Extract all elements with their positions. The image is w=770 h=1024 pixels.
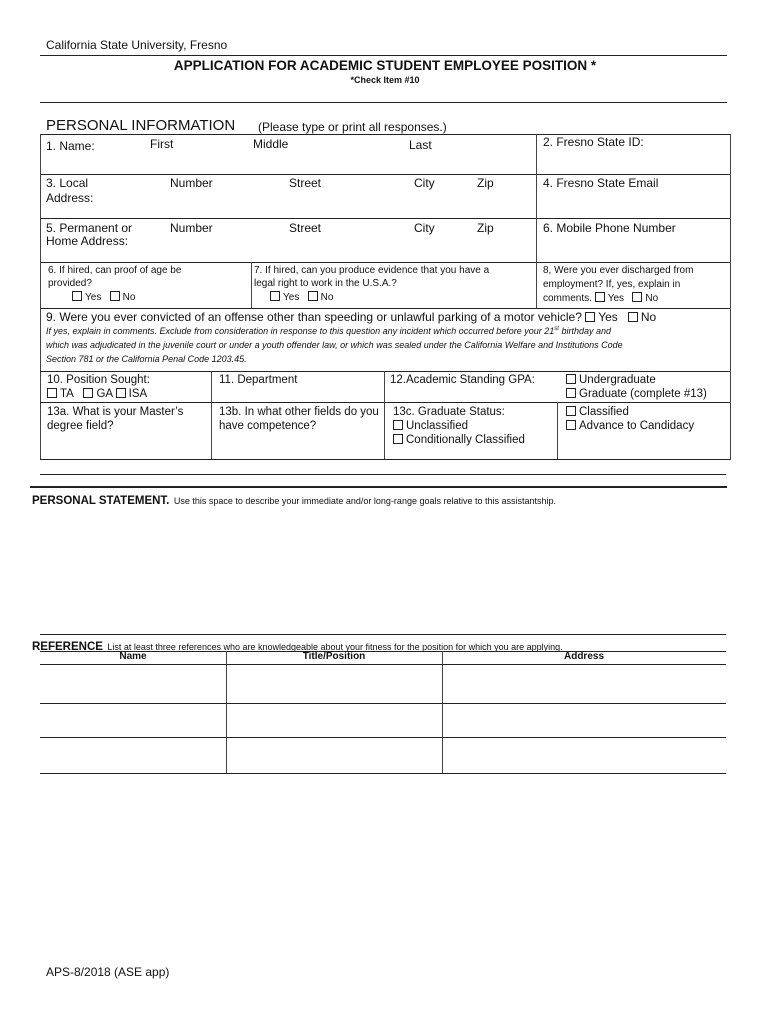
conditionally-classified-label: Conditionally Classified <box>406 434 525 446</box>
grid-line <box>40 773 726 774</box>
statement-rule-2 <box>30 486 727 488</box>
reference-3-name-input[interactable] <box>41 738 225 772</box>
last-name-label: Last <box>409 138 432 152</box>
perm-city-label: City <box>414 221 435 235</box>
reference-3-title-input[interactable] <box>227 738 441 772</box>
isa-checkbox[interactable] <box>116 388 126 398</box>
q13c-label: 13c. Graduate Status: <box>393 406 505 418</box>
isa-label: ISA <box>128 388 148 400</box>
q8-yes-label: Yes <box>607 293 625 304</box>
graduate-option <box>566 388 707 400</box>
perm-zip-label: Zip <box>477 221 494 235</box>
personal-info-note: (Please type or print all responses.) <box>258 120 447 134</box>
q9-explain-line3: Section 781 or the California Penal Code 1203.45. <box>46 354 247 364</box>
header-bottom-rule <box>40 102 727 103</box>
q6-yes-checkbox[interactable] <box>72 291 82 301</box>
grid-line <box>384 371 385 459</box>
q9-no-checkbox[interactable] <box>628 312 638 322</box>
advance-to-candidacy-label: Advance to Candidacy <box>579 420 695 432</box>
grid-line <box>40 174 730 175</box>
q7-no-checkbox[interactable] <box>308 291 318 301</box>
q7-yes-label: Yes <box>283 292 300 303</box>
q8-yes-checkbox[interactable] <box>595 292 605 302</box>
graduate-checkbox[interactable] <box>566 388 576 398</box>
name-input[interactable] <box>60 152 530 172</box>
reference-instructions: List at least three references who are knowledgeable about your fitness for the position for which you are applying. <box>107 642 563 652</box>
mobile-phone-label: 6. Mobile Phone Number <box>543 221 676 235</box>
reference-1-address-input[interactable] <box>443 665 726 702</box>
q9-explain1-sup: st <box>554 326 559 332</box>
q8-line1: 8, Were you ever discharged from <box>543 265 694 276</box>
q8-line3: comments. <box>543 293 592 304</box>
q11-label: 11. Department <box>219 374 298 386</box>
q9-yes-label: Yes <box>598 310 618 324</box>
grid-line <box>40 371 730 372</box>
q13b-line1: 13b. In what other fields do you <box>219 406 379 418</box>
grid-line <box>40 218 730 219</box>
q12-label: 12.Academic Standing GPA: <box>390 374 535 386</box>
unclassified-option <box>393 420 468 432</box>
fresno-id-input[interactable] <box>540 152 726 172</box>
unclassified-checkbox[interactable] <box>393 420 403 430</box>
q13a-line2: degree field? <box>47 420 114 432</box>
reference-1-title-input[interactable] <box>227 665 441 702</box>
personal-statement-heading: PERSONAL STATEMENT. <box>32 495 170 507</box>
unclassified-label: Unclassified <box>406 420 468 432</box>
q9-explain-line1 <box>46 326 611 336</box>
q10-options <box>47 388 147 400</box>
ta-label: TA <box>60 388 74 400</box>
q6-yes-label: Yes <box>85 292 102 303</box>
ta-checkbox[interactable] <box>47 388 57 398</box>
q6-options <box>72 292 135 303</box>
reference-rule <box>40 634 726 635</box>
reference-heading: REFERENCE <box>32 641 103 653</box>
ga-checkbox[interactable] <box>83 388 93 398</box>
grid-line <box>40 134 41 460</box>
classified-checkbox[interactable] <box>566 406 576 416</box>
header-rule <box>40 55 727 56</box>
undergraduate-label: Undergraduate <box>579 374 656 386</box>
q13a-line1: 13a. What is your Master’s <box>47 406 184 418</box>
q7-line2: legal right to work in the U.S.A.? <box>254 278 397 289</box>
grid-line <box>40 262 730 263</box>
perm-address-label-2: Home Address: <box>46 234 129 248</box>
classified-label: Classified <box>579 406 629 418</box>
reference-2-name-input[interactable] <box>41 704 225 736</box>
middle-name-label: Middle <box>253 137 289 151</box>
q9-question: 9. Were you ever convicted of an offense other than speeding or unlawful parking of a motor vehicle? <box>46 310 582 324</box>
fresno-id-label: 2. Fresno State ID: <box>543 135 644 149</box>
fresno-email-label: 4. Fresno State Email <box>543 176 659 190</box>
local-city-label: City <box>414 176 435 190</box>
institution-name: California State University, Fresno <box>46 38 228 52</box>
conditionally-classified-option <box>393 434 525 446</box>
form-code: APS-8/2018 (ASE app) <box>46 965 170 979</box>
classified-option <box>566 406 629 418</box>
local-address-label: 3. Local <box>46 176 89 190</box>
reference-2-title-input[interactable] <box>227 704 441 736</box>
q9-yes-checkbox[interactable] <box>585 312 595 322</box>
q13b-line2: have competence? <box>219 420 317 432</box>
reference-col-title: Title/Position <box>302 651 366 662</box>
q6-line2: provided? <box>48 278 92 289</box>
q7-no-label: No <box>320 292 334 303</box>
grid-line <box>730 134 731 460</box>
personal-statement-input[interactable] <box>32 508 726 628</box>
perm-address-input[interactable] <box>140 236 530 258</box>
fresno-email-input[interactable] <box>540 192 726 214</box>
personal-info-heading: PERSONAL INFORMATION <box>46 117 236 134</box>
reference-col-name: Name <box>119 651 147 662</box>
local-street-label: Street <box>289 176 322 190</box>
q7-options <box>270 292 333 303</box>
grid-line <box>40 308 730 309</box>
local-number-label: Number <box>170 176 213 190</box>
first-name-label: First <box>150 137 174 151</box>
personal-statement-header <box>32 491 556 509</box>
local-address-label-2: Address: <box>46 191 94 205</box>
undergraduate-option <box>566 374 656 386</box>
name-label: 1. Name: <box>46 139 95 153</box>
grid-line <box>251 262 252 308</box>
q6-no-label: No <box>122 292 136 303</box>
perm-number-label: Number <box>170 221 213 235</box>
reference-col-address: Address <box>563 651 604 662</box>
q8-no-checkbox[interactable] <box>632 292 642 302</box>
local-zip-label: Zip <box>477 176 494 190</box>
form-title: APPLICATION FOR ACADEMIC STUDENT EMPLOYEE POSITION * <box>173 58 597 73</box>
statement-rule-1 <box>40 474 726 475</box>
reference-3-address-input[interactable] <box>443 738 726 772</box>
perm-address-label: 5. Permanent or <box>46 221 133 235</box>
grid-line <box>557 402 558 459</box>
mobile-phone-input[interactable] <box>540 236 726 258</box>
ga-label: GA <box>96 388 113 400</box>
q9-row <box>46 310 656 324</box>
personal-statement-instructions: Use this space to describe your immediate and/or long-range goals relative to this assistantship. <box>173 496 557 506</box>
q6-line1: 6. If hired, can proof of age be <box>48 265 182 276</box>
advance-to-candidacy-checkbox[interactable] <box>566 420 576 430</box>
reference-1-name-input[interactable] <box>41 665 225 702</box>
grid-line <box>40 459 730 460</box>
perm-street-label: Street <box>289 221 322 235</box>
undergraduate-checkbox[interactable] <box>566 374 576 384</box>
q9-explain1-end: birthday and <box>558 326 611 336</box>
q8-no-label: No <box>645 293 659 304</box>
grid-line <box>211 371 212 459</box>
grid-line <box>536 134 537 308</box>
conditionally-classified-checkbox[interactable] <box>393 434 403 444</box>
check-note: *Check Item #10 <box>350 75 420 85</box>
graduate-label: Graduate (complete #13) <box>579 388 707 400</box>
q9-explain1-text: If yes, explain in comments. Exclude from consideration in response to this question any incident which occurred before your 21 <box>46 326 555 336</box>
q7-yes-checkbox[interactable] <box>270 291 280 301</box>
q8-line2: employment? If, yes, explain in <box>543 279 681 290</box>
q6-no-checkbox[interactable] <box>110 291 120 301</box>
q7-line1: 7. If hired, can you produce evidence that you have a <box>254 265 490 276</box>
grid-line <box>40 402 730 403</box>
q10-label: 10. Position Sought: <box>47 374 150 386</box>
local-address-input[interactable] <box>110 192 530 214</box>
q9-no-label: No <box>640 310 657 324</box>
advance-to-candidacy-option <box>566 420 694 432</box>
q8-line3-options <box>543 293 658 304</box>
reference-2-address-input[interactable] <box>443 704 726 736</box>
q9-explain-line2: which was adjudicated in the juvenile court or under a youth offender law, or which was sealed under the California Welfare and Institutions Code <box>46 340 623 350</box>
